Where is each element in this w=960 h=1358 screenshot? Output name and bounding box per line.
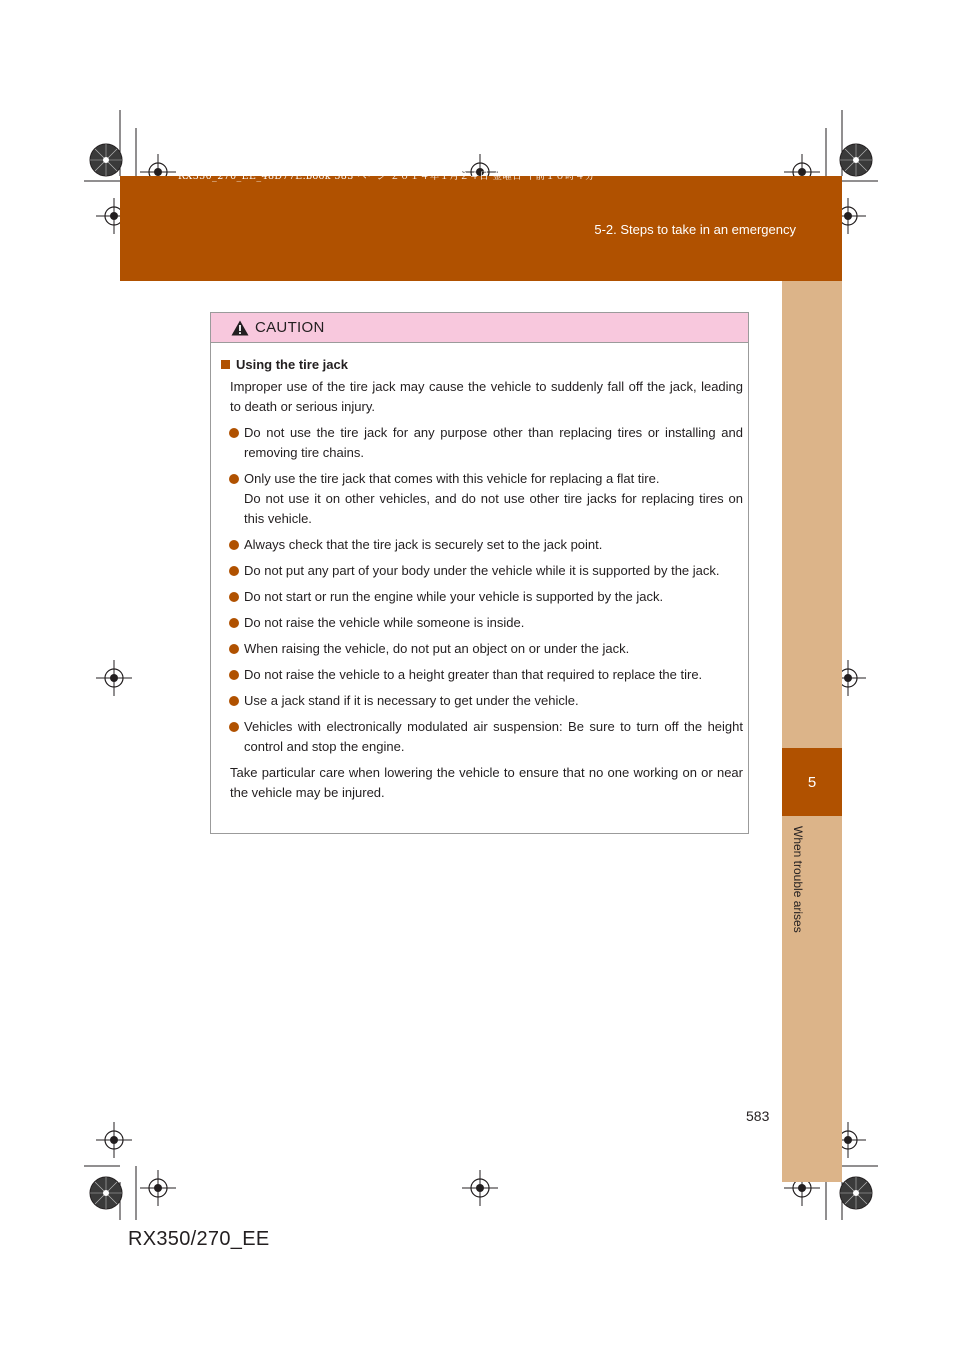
chapter-label: When trouble arises bbox=[791, 826, 805, 933]
closing-paragraph: Take particular care when lowering the vehicle to ensure that no one working on or near the vehicle may be injured. bbox=[230, 765, 743, 800]
bullet-dot-icon bbox=[229, 618, 239, 628]
bullet-dot-icon bbox=[229, 722, 239, 732]
list-item: When raising the vehicle, do not put an object on or under the jack. bbox=[221, 639, 743, 659]
caution-header bbox=[211, 313, 748, 343]
chapter-number: 5 bbox=[807, 773, 817, 791]
file-stamp: RX350_270_EE_48D77E.book 583 ページ ２０１４年１月２４日 金曜日 午前１０時４分 bbox=[178, 171, 595, 182]
list-item: Always check that the tire jack is securely set to the jack point. bbox=[221, 535, 743, 555]
warning-triangle-icon bbox=[231, 320, 249, 336]
list-item: Do not use the tire jack for any purpose other than replacing tires or installing and removing tire chains. bbox=[221, 423, 743, 463]
bullet-dot-icon bbox=[229, 474, 239, 484]
list-item: Do not raise the vehicle while someone is inside. bbox=[221, 613, 743, 633]
list-item: Do not start or run the engine while your vehicle is supported by the jack. bbox=[221, 587, 743, 607]
model-code: RX350/270_EE bbox=[128, 1228, 270, 1250]
list-item-continuation: Do not use it on other vehicles, and do not use other tire jacks for replacing tires on this vehicle. bbox=[244, 491, 743, 526]
bullet-dot-icon bbox=[229, 670, 239, 680]
list-item: Only use the tire jack that comes with this vehicle for replacing a flat tire. Do not use it on other vehicles, and do not use other tire jacks for replacing tires on this vehicle. bbox=[221, 469, 743, 529]
list-item: Do not raise the vehicle to a height greater than that required to replace the tire. bbox=[221, 665, 743, 685]
caution-box bbox=[210, 312, 749, 834]
list-item: Use a jack stand if it is necessary to get under the vehicle. bbox=[221, 691, 743, 711]
caution-title: CAUTION bbox=[255, 319, 325, 336]
square-bullet-icon bbox=[221, 360, 230, 369]
bullet-dot-icon bbox=[229, 428, 239, 438]
caution-subheading bbox=[221, 355, 743, 375]
bullet-dot-icon bbox=[229, 592, 239, 602]
caution-body bbox=[211, 343, 748, 803]
list-item: Vehicles with electronically modulated air suspension: Be sure to turn off the height control and stop the engine. bbox=[221, 717, 743, 757]
subheading-text: Using the tire jack bbox=[236, 357, 348, 372]
bullet-dot-icon bbox=[229, 566, 239, 576]
page-number: 583 bbox=[746, 1108, 770, 1124]
bullet-dot-icon bbox=[229, 696, 239, 706]
intro-paragraph: Improper use of the tire jack may cause the vehicle to suddenly fall off the jack, leading to death or serious injury. bbox=[230, 379, 743, 414]
bullet-dot-icon bbox=[229, 540, 239, 550]
side-tab-strip bbox=[782, 281, 842, 1182]
list-item: Do not put any part of your body under the vehicle while it is supported by the jack. bbox=[221, 561, 743, 581]
chapter-number-tab[interactable] bbox=[782, 748, 842, 816]
section-title: 5-2. Steps to take in an emergency bbox=[594, 222, 796, 237]
bullet-dot-icon bbox=[229, 644, 239, 654]
